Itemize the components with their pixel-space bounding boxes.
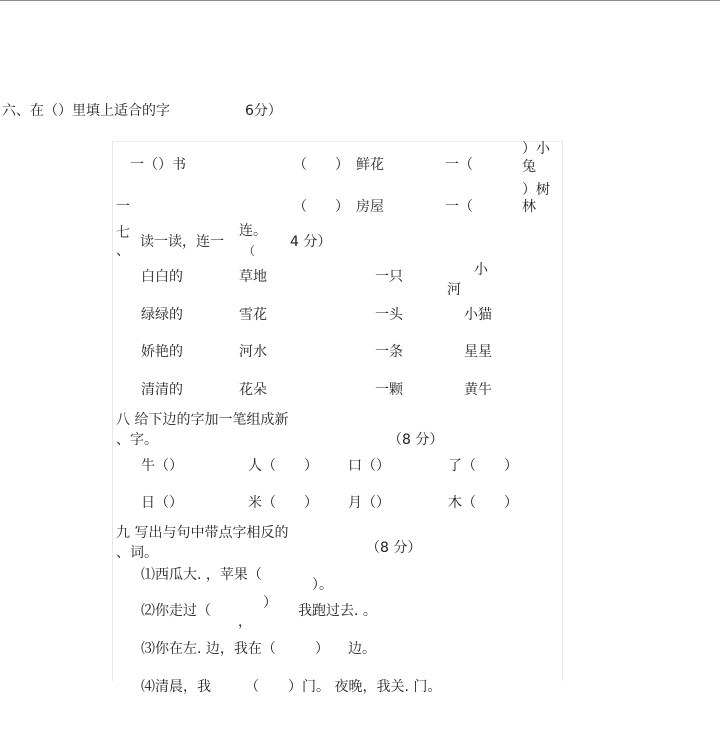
s8-row2-item-1: 日（）: [141, 495, 183, 511]
s7-col1-item-3: 娇艳的: [141, 344, 183, 360]
section6-score: 6分）: [245, 103, 282, 119]
s6-row2-paren-b: （ ）: [293, 199, 349, 215]
section7-title-a: 读一读，连一: [140, 234, 224, 250]
s7-col4-item-1b: 河: [447, 282, 461, 298]
section8-title-line2: 、字。: [116, 432, 158, 448]
s6-row2-end-2: 林: [522, 199, 536, 215]
s6-row2-item-c: 一（: [445, 199, 473, 215]
s9-q2-text: ⑵你走过（: [141, 603, 211, 619]
s8-row1-item-2: 人（ ）: [248, 458, 318, 474]
s9-q4-paren: （: [245, 679, 259, 695]
s6-row1-word-b: 鲜花: [356, 157, 384, 173]
s9-q3-text: ⑶你在左. 边，我在（: [141, 641, 276, 657]
section9-title-line1: 九 写出与句中带点字相反的: [116, 525, 289, 541]
section8-title-line1: 八 给下边的字加一笔组成新: [116, 412, 289, 428]
s7-col1-item-1: 白白的: [141, 269, 183, 285]
s7-col1-item-2: 绿绿的: [141, 307, 183, 323]
s6-row2-item-a: 一: [116, 199, 130, 215]
section7-score: 4 分）: [290, 234, 332, 250]
table-frame-right: [562, 141, 563, 681]
s7-col1-item-4: 清清的: [141, 382, 183, 398]
section9-title-line2: 、词。: [116, 545, 158, 561]
s7-col3-item-1: 一只: [375, 269, 403, 285]
s8-row2-item-4: 木（ ）: [448, 495, 518, 511]
s7-col3-item-3: 一条: [375, 344, 403, 360]
section7-title-b: 连。: [239, 223, 267, 239]
s6-row2-end-1: ）树: [522, 182, 550, 198]
s9-q4-end: ）门。 夜晚，我关. 门。: [288, 679, 442, 695]
s6-row1-item-c: 一（: [445, 157, 473, 173]
s6-row2-word-b: 房屋: [356, 199, 384, 215]
section9-score: （8 分）: [366, 540, 422, 556]
s9-q2-comma: ，: [238, 614, 252, 630]
section7-number: 七: [116, 225, 130, 241]
s7-col2-item-4: 花朵: [239, 382, 267, 398]
s6-row1-end-2: 兔: [522, 159, 536, 175]
s7-col4-item-4: 黄牛: [464, 382, 492, 398]
s8-row2-item-2: 米（ ）: [248, 495, 318, 511]
s8-row1-item-3: 口（）: [348, 458, 390, 474]
section7-number-comma: 、: [116, 243, 130, 259]
s6-row1-item-a: 一（）书: [130, 157, 186, 173]
s9-q4-text: ⑷清晨，我: [141, 679, 211, 695]
s7-col3-item-4: 一颗: [375, 382, 403, 398]
s7-col3-item-2: 一头: [375, 307, 403, 323]
section6-title: 六、在（）里填上适合的字: [2, 103, 170, 119]
s9-q3-end: 边。: [348, 641, 376, 657]
table-frame-top: [112, 141, 563, 142]
s9-q3-paren: ）: [315, 641, 329, 657]
table-frame-left: [112, 141, 113, 681]
section7-paren: （: [243, 244, 256, 258]
s9-q1-end: ）。: [312, 577, 333, 593]
s6-row1-paren-b: （ ）: [293, 157, 349, 173]
s7-col4-item-2: 小猫: [464, 307, 492, 323]
s9-q1-text: ⑴西瓜大. ，苹果（: [141, 567, 262, 583]
s8-row1-item-4: 了（ ）: [448, 458, 518, 474]
s9-q2-end: 我跑过去. 。: [298, 603, 377, 619]
s9-q2-paren: ）: [263, 595, 277, 611]
s7-col2-item-1: 草地: [239, 269, 267, 285]
s7-col2-item-2: 雪花: [239, 307, 267, 323]
page-top-border: [0, 0, 720, 1]
s7-col2-item-3: 河水: [239, 344, 267, 360]
s8-row2-item-3: 月（）: [348, 495, 390, 511]
s7-col4-item-3: 星星: [464, 344, 492, 360]
s6-row1-end-1: ）小: [522, 141, 550, 157]
section8-score: （8 分）: [388, 432, 444, 448]
s8-row1-item-1: 牛（）: [141, 458, 183, 474]
s7-col4-item-1a: 小: [474, 262, 488, 278]
